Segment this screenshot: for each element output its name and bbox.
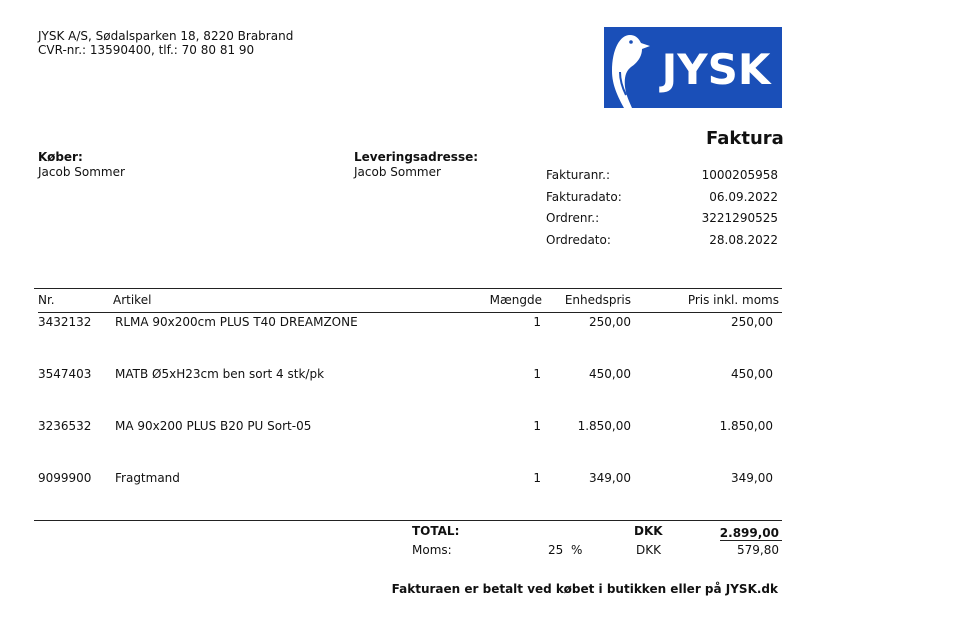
row-qty: 1 [533, 471, 541, 485]
buyer-label: Køber: [38, 150, 83, 164]
row-nr: 3547403 [38, 367, 92, 381]
company-address: JYSK A/S, Sødalsparken 18, 8220 Brabrand [38, 29, 294, 43]
vat-value: 579,80 [737, 543, 779, 557]
table-row [0, 419, 960, 435]
invoice-number-label: Fakturanr.: [546, 168, 610, 182]
table-header-rule [38, 312, 782, 313]
table-row [0, 315, 960, 331]
header-unit-price: Enhedspris [564, 293, 631, 307]
row-total-price: 250,00 [731, 315, 773, 329]
row-qty: 1 [533, 315, 541, 329]
table-row [0, 367, 960, 383]
table-header [0, 293, 960, 309]
delivery-label: Leveringsadresse: [354, 150, 479, 164]
row-article: Fragtmand [115, 471, 180, 485]
order-date-value: 28.08.2022 [709, 233, 778, 247]
row-unit-price: 450,00 [589, 367, 631, 381]
row-qty: 1 [533, 419, 541, 433]
vat-label: Moms: [412, 543, 452, 557]
row-unit-price: 250,00 [589, 315, 631, 329]
row-nr: 9099900 [38, 471, 92, 485]
row-article: RLMA 90x200cm PLUS T40 DREAMZONE [115, 315, 358, 329]
table-row [0, 471, 960, 487]
vat-rate: 25 [548, 543, 564, 557]
vat-percent-sign: % [571, 543, 583, 557]
row-total-price: 450,00 [731, 367, 773, 381]
table-bottom-rule [34, 520, 782, 521]
invoice-date-label: Fakturadato: [546, 190, 622, 204]
header-article: Artikel [113, 293, 152, 307]
row-article: MA 90x200 PLUS B20 PU Sort-05 [115, 419, 312, 433]
row-total-price: 1.850,00 [719, 419, 773, 433]
row-nr: 3432132 [38, 315, 92, 329]
row-article: MATB Ø5xH23cm ben sort 4 stk/pk [115, 367, 325, 381]
order-number-value: 3221290525 [701, 211, 778, 225]
invoice-date-value: 06.09.2022 [709, 190, 778, 204]
bird-icon [604, 27, 782, 108]
row-nr: 3236532 [38, 419, 92, 433]
logo-text: JYSK [661, 45, 771, 94]
row-total-price: 349,00 [731, 471, 773, 485]
table-top-rule [34, 288, 782, 289]
payment-note: Fakturaen er betalt ved købet i butikken eller på JYSK.dk [391, 582, 778, 596]
vat-currency: DKK [636, 543, 661, 557]
jysk-logo [604, 27, 782, 108]
delivery-name: Jacob Sommer [354, 165, 441, 179]
company-cvr: CVR-nr.: 13590400, tlf.: 70 80 81 90 [38, 43, 255, 57]
invoice-number-value: 1000205958 [701, 168, 778, 182]
row-unit-price: 1.850,00 [577, 419, 631, 433]
header-qty: Mængde [489, 293, 542, 307]
total-currency: DKK [634, 524, 663, 538]
total-value: 2.899,00 [719, 526, 779, 540]
header-nr: Nr. [38, 293, 55, 307]
total-underline [720, 540, 782, 541]
header-total-price: Pris inkl. moms [687, 293, 779, 307]
row-unit-price: 349,00 [589, 471, 631, 485]
order-date-label: Ordredato: [546, 233, 611, 247]
document-title: Faktura [706, 128, 784, 149]
total-label: TOTAL: [412, 524, 460, 538]
order-number-label: Ordrenr.: [546, 211, 600, 225]
row-qty: 1 [533, 367, 541, 381]
buyer-name: Jacob Sommer [38, 165, 125, 179]
